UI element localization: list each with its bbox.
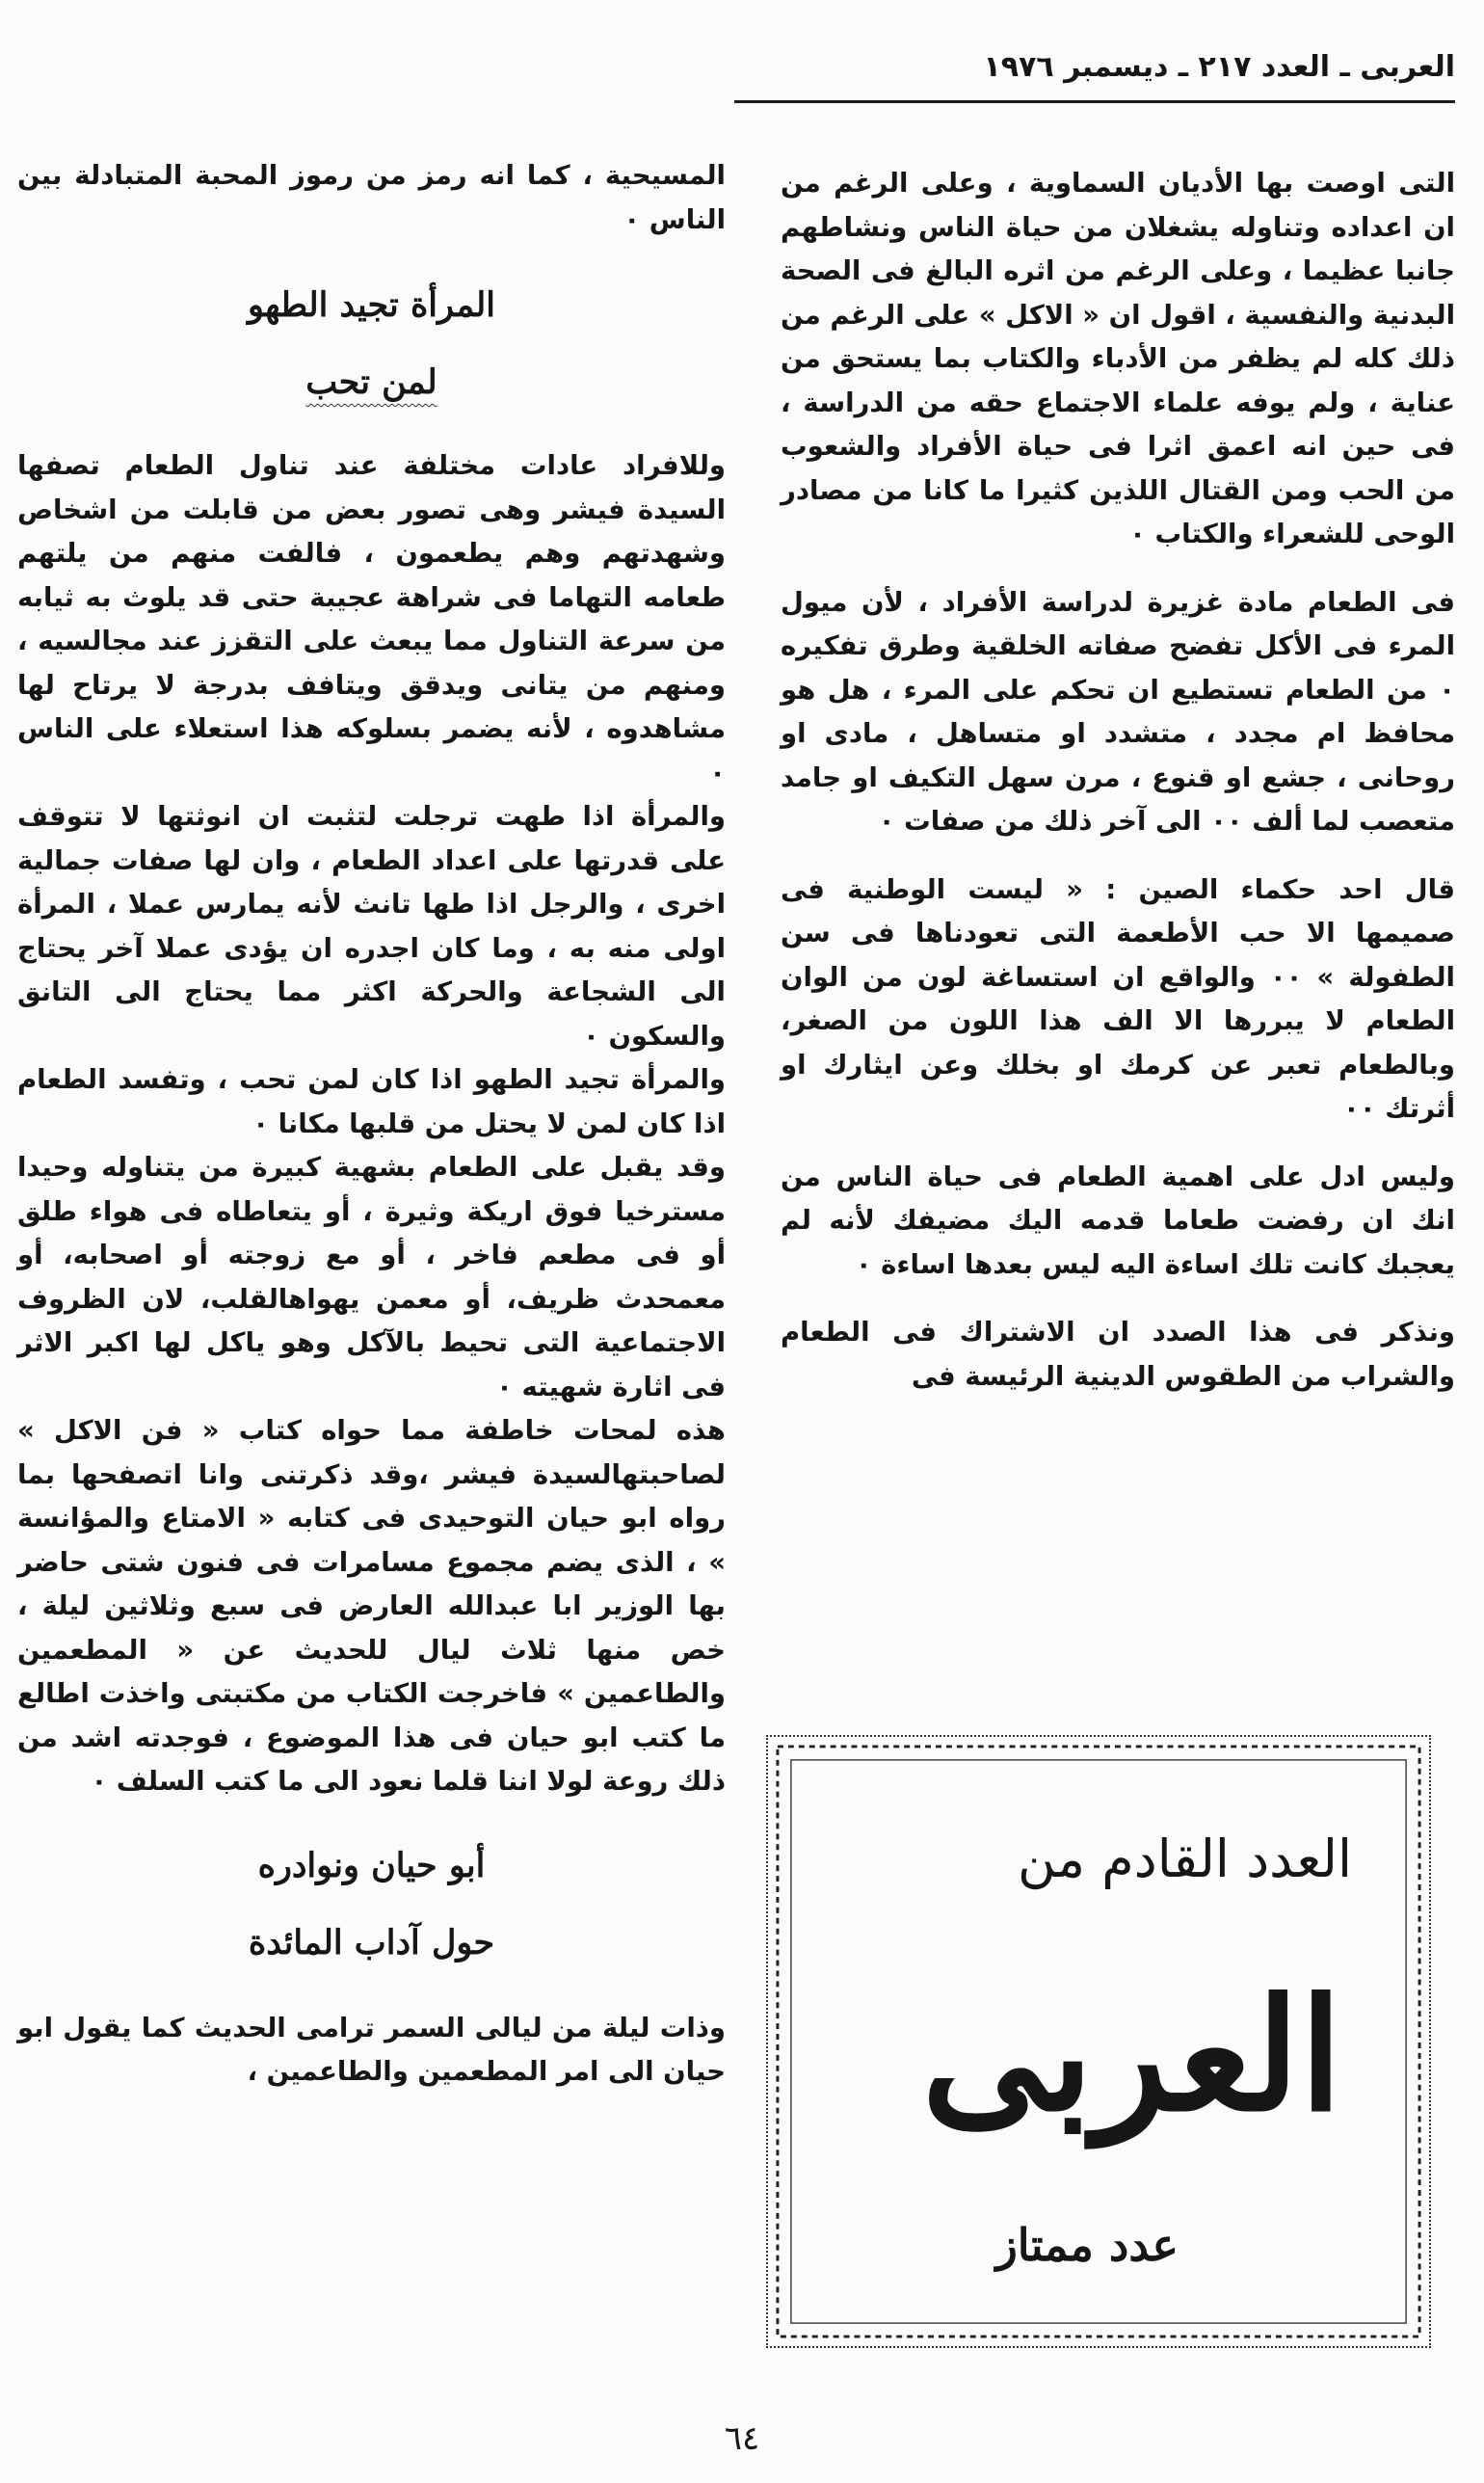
magazine-logo: العربى xyxy=(921,1964,1342,2146)
right-paragraph-1: التى اوصت بها الأديان السماوية ، وعلى الرغم من ان اعداده وتناوله يشغلان من حياة الناس ونشاطهم جانبا عظيما ، وعلى الرغم من اثره البالغ فى الصحة البدنية والنفسية ، اقول ان « الاكل » على الرغم من ذلك كله لم يظفر من الأدباء والكتاب بما يستحق من عناية ، ولم يوفه علماء الاجتماع حقه من الدراسة ، فى حين انه اعمق اثرا فى حياة الأفراد والشعوب من الحب ومن القتال اللذين كثيرا ما كانا من مصادر الوحى للشعراء والكتاب ٠ xyxy=(781,168,1455,549)
left-intro: المسيحية ، كما انه رمز من رموز المحبة المتبادلة بين الناس ٠ xyxy=(17,160,726,235)
left-paragraph-2: والمرأة اذا طهت ترجلت لتثبت ان انوثتها لا تتوقف على قدرتها على اعداد الطعام ، وان لها صفات جمالية اخرى ، والرجل اذا طها تانث لأنه يمارس عملا ، المرأة اولى منه به ، وما كان اجدره ان يؤدى عملا آخر يحتاج الى الشجاعة والحركة اكثر مما يحتاج الى التانق والسكون ٠ xyxy=(17,801,726,1052)
right-column xyxy=(781,162,1455,1423)
section-heading-abu-hayyan: أبو حيان ونوادره xyxy=(257,1845,486,1885)
coming-issue-label: العدد القادم من xyxy=(1018,1829,1352,1889)
section-heading-women-cooking: المرأة تجيد الطهو xyxy=(248,285,495,325)
left-column xyxy=(17,154,726,2095)
section-subheading-for-loved-one: لمن تحب xyxy=(305,362,437,402)
next-issue-announcement xyxy=(766,1735,1431,2348)
left-paragraph-4: وقد يقبل على الطعام بشهية كبيرة من يتناوله وحيدا مسترخيا فوق اريكة وثيرة ، أو يتعاطاه فى هواء طلق أو فى مطعم فاخر ، أو مع زوجته أو اصحابه، أو معمحدث ظريف، أو معمن يهواهالقلب، لان الظروف الاجتماعية التى تحيط بالآكل وهو ياكل لها اكبر الاثر فى اثارة شهيته ٠ xyxy=(17,1152,726,1402)
left-paragraph-3: والمرأة تجيد الطهو اذا كان لمن تحب ، وتفسد الطعام اذا كان لمن لا يحتل من قلبها مكانا ٠ xyxy=(17,1064,726,1139)
left-paragraph-6: وذات ليلة من ليالى السمر ترامى الحديث كما يقول ابو حيان الى امر المطعمين والطاعمين ، xyxy=(17,2012,726,2087)
right-paragraph-5: ونذكر فى هذا الصدد ان الاشتراك فى الطعام والشراب من الطقوس الدينية الرئيسة فى xyxy=(781,1317,1455,1392)
page-number: ٦٤ xyxy=(724,2419,760,2458)
right-paragraph-2: فى الطعام مادة غزيرة لدراسة الأفراد ، لأن ميول المرء فى الأكل تفضح صفاته الخلقية وطرق تفكيره ٠ من الطعام تستطيع ان تحكم على المرء ، هل هو محافظ ام مجدد ، متشدد او متساهل ، مادى او روحانى ، جشع او قنوع ، مرن سهل التكيف او جامد متعصب لما ألف ٠٠ الى آخر ذلك من صفات ٠ xyxy=(781,586,1455,837)
right-paragraph-3: قال احد حكماء الصين : « ليست الوطنية فى صميمها الا حب الأطعمة التى تعودناها فى سن الطفولة » ٠٠ والواقع ان استساغة لون من الوان الطعام لا يبررها الا الف هذا اللون من الصغر، وبالطعام تعبر عن كرمك او بخلك وعن ايثارك او أثرتك ٠٠ xyxy=(781,873,1455,1124)
special-issue-label: عدد ممتاز xyxy=(995,2219,1179,2271)
left-paragraph-5: هذه لمحات خاطفة مما حواه كتاب « فن الاكل » لصاحبتهالسيدة فيشر ،وقد ذكرتنى وانا اتصفحها بما رواه ابو حيان التوحيدى فى كتابه « الامتاع والمؤانسة » ، الذى يضم مجموع مسامرات فى فنون شتى حاضر بها الوزير ابا عبدالله العارض فى سبع وثلاثين ليلة ، خص منها ثلاث ليال للحديث عن « المطعمين والطاعمين » فاخرجت الكتاب من مكتبتى واخذت اطالع ما كتب ابو حيان فى هذا الموضوع ، فوجدته اشد من ذلك روعة لولا اننا قلما نعود الى ما كتب السلف ٠ xyxy=(17,1415,726,1797)
left-paragraph-1: وللافراد عادات مختلفة عند تناول الطعام تصفها السيدة فيشر وهى تصور بعض من قابلت من اشخاص وشهدتهم وهم يطعمون ، فالفت منهم من يلتهم طعامه التهاما فى شراهة عجيبة حتى قد يلوث به ثيابه من سرعة التناول مما يبعث على التقزز عند مجالسيه ، ومنهم من يتانى ويدقق ويتافف بدرجة لا يرتاح لها مشاهدوه ، لأنه يضمر بسلوكه هذا استعلاء على الناس ٠ xyxy=(17,450,726,788)
section-subheading-table-manners: حول آداب المائدة xyxy=(248,1922,495,1962)
header-rule xyxy=(734,100,1455,103)
running-header: العربى ـ العدد ٢١٧ ـ ديسمبر ١٩٧٦ xyxy=(983,50,1455,84)
right-paragraph-4: وليس ادل على اهمية الطعام فى حياة الناس من انك ان رفضت طعاما قدمه اليك مضيفك لأنه لم يعجبك كانت تلك اساءة اليه ليس بعدها اساءة ٠ xyxy=(781,1161,1455,1280)
